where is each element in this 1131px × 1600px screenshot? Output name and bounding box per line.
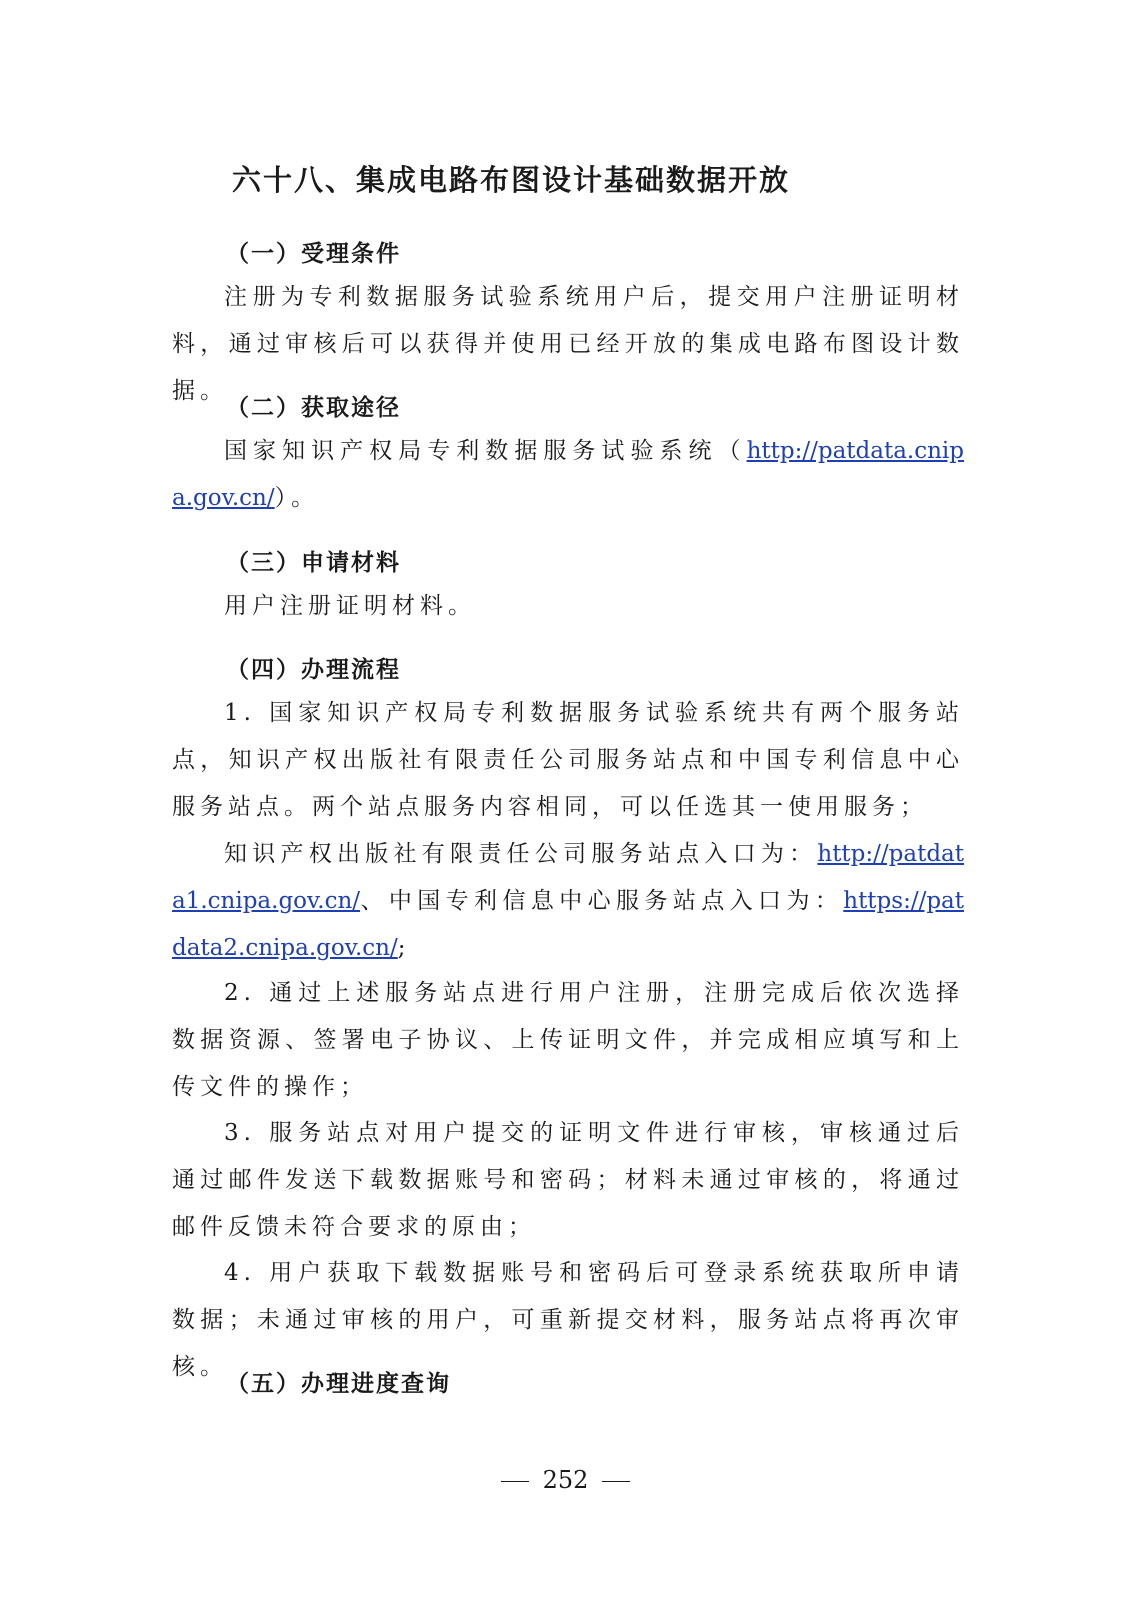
entry-text-b: 、中国专利信息中心服务站点入口为： [360, 888, 844, 914]
section-heading-acceptance-conditions: （一）受理条件 [226, 240, 401, 267]
patdata2-link[interactable]: https://patdata2.cnipa.gov.cn/ [172, 888, 964, 961]
service-entry-paragraph [172, 831, 964, 972]
section-heading-process: （四）办理流程 [226, 656, 401, 683]
entry-text-a: 知识产权出版社有限责任公司服务站点入口为： [224, 841, 818, 867]
patdata-link[interactable]: http://patdata.cnipa.gov.cn/ [172, 438, 964, 511]
page-number: 252 [542, 1466, 589, 1494]
footer-dash-right [602, 1481, 630, 1482]
acceptance-conditions-paragraph: 注册为专利数据服务试验系统用户后，提交用户注册证明材料，通过审核后可以获得并使用已经开放的集成电路布图设计数据。 [172, 284, 964, 404]
process-step-4: 4. 用户获取下载数据账号和密码后可登录系统获取所申请数据；未通过审核的用户，可重新提交材料，服务站点将再次审核。 [172, 1260, 964, 1380]
patdata1-link[interactable]: http://patdata1.cnipa.gov.cn/ [172, 841, 964, 914]
application-materials-paragraph: 用户注册证明材料。 [224, 593, 476, 619]
process-step-2: 2. 通过上述服务站点进行用户注册，注册完成后依次选择数据资源、签署电子协议、上传证明文件，并完成相应填写和上传文件的操作； [172, 980, 964, 1100]
entry-text-c: ; [397, 935, 411, 961]
page-footer [0, 1466, 1131, 1494]
section-heading-access-channel: （二）获取途径 [226, 394, 401, 421]
section-heading-progress-query: （五）办理进度查询 [226, 1370, 451, 1397]
process-step-1: 1. 国家知识产权局专利数据服务试验系统共有两个服务站点，知识产权出版社有限责任公司服务站点和中国专利信息中心服务站点。两个站点服务内容相同，可以任选其一使用服务； [172, 700, 964, 820]
section-heading-application-materials: （三）申请材料 [226, 549, 401, 576]
access-channel-text: 国家知识产权局专利数据服务试验系统（ [224, 438, 747, 464]
page-title: 六十八、集成电路布图设计基础数据开放 [232, 163, 791, 197]
process-step-3: 3. 服务站点对用户提交的证明文件进行审核，审核通过后通过邮件发送下载数据账号和密码；材料未通过审核的，将通过邮件反馈未符合要求的原由； [172, 1120, 964, 1240]
access-channel-paragraph [172, 428, 964, 522]
footer-dash-left [501, 1481, 529, 1482]
access-channel-suffix: ）。 [274, 485, 320, 511]
